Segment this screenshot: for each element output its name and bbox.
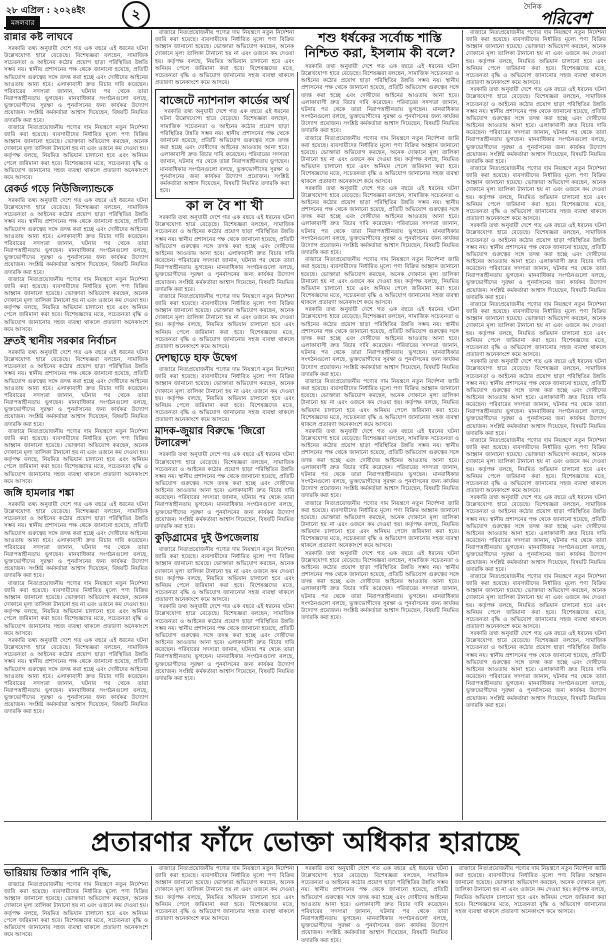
column-divider: [297, 866, 298, 940]
article-text: বাজারে নিত্যপ্রয়োজনীয় পণ্যের দাম নিয়ন্ত্রণে নতুন নির্দেশনা জারি করা হয়েছে। ব্যবসায়ীদের নির্ধারিত মূল্যে পণ্য বিক্রির আহ্বান জানানো হয়েছে। ভোক্তারা অভিযোগ করছেন, অনেক দোকানে মূল্য তালিকা টানানো হয় না এবং ওজনে কম দেওয়া হয়। কর্তৃপক্ষ বলছে, নিয়মিত অভিযান চালানো হবে এবং অনিয়ম পেলে জরিমানা করা হবে। বিশেষজ্ঞদের মতে, সচেতনতা বৃদ্ধি ও অভিযোগ জানানোর সহজ ব্যবস্থা থাকলে প্রতারণা অনেকাংশে কমে আসবে।: [466, 165, 606, 223]
masthead-rule: [4, 27, 606, 29]
article-text: সরকারি তথ্য অনুযায়ী দেশে গত এক বছরে এই ধরনের ঘটনা উল্লেখযোগ্য হারে বেড়েছে। বিশেষজ্ঞরা বলছেন, সামাজিক সচেতনতা ও আইনের কঠোর প্রয়োগ ছাড়া পরিস্থিতির উন্নতি সম্ভব নয়। স্থানীয় প্রশাসনের পক্ষ থেকে জানানো হয়েছে, প্রতিটি অভিযোগ গুরুত্বের সঙ্গে তদন্ত করা হচ্ছে এবং দোষীদের আইনের আওতায় আনা হবে। এলাকাবাসী দ্রুত বিচার দাবি করেছেন। পরিবারের সদস্যরা জানান, ঘটনার পর থেকে তারা নিরাপত্তাহীনতায় ভুগছেন। মানবাধিকার সংগঠনগুলো বলছে, ভুক্তভোগীদের সুরক্ষা ও পুনর্বাসনের জন্য কার্যকর উদ্যোগ প্রয়োজন। সংশ্লিষ্ট কর্মকর্তারা আশ্বাস দিয়েছেন, বিষয়টি নিয়মিত তদারকি করা হবে।: [160, 109, 289, 194]
article-text: সরকারি তথ্য অনুযায়ী দেশে গত এক বছরে এই ধরনের ঘটনা উল্লেখযোগ্য হারে বেড়েছে। বিশেষজ্ঞরা বলছেন, সামাজিক সচেতনতা ও আইনের কঠোর প্রয়োগ ছাড়া পরিস্থিতির উন্নতি সম্ভব নয়। স্থানীয় প্রশাসনের পক্ষ থেকে জানানো হয়েছে, প্রতিটি অভিযোগ গুরুত্বের সঙ্গে তদন্ত করা হচ্ছে এবং দোষীদের আইনের আওতায় আনা হবে। এলাকাবাসী দ্রুত বিচার দাবি করেছেন। পরিবারের সদস্যরা জানান, ঘটনার পর থেকে তারা নিরাপত্তাহীনতায় ভুগছেন। মানবাধিকার সংগঠনগুলো বলছে, ভুক্তভোগীদের সুরক্ষা ও পুনর্বাসনের জন্য কার্যকর উদ্যোগ প্রয়োজন। সংশ্লিষ্ট কর্মকর্তারা আশ্বাস দিয়েছেন, বিষয়টি নিয়মিত তদারকি করা হবে।: [4, 637, 148, 716]
article-text: বাজারে নিত্যপ্রয়োজনীয় পণ্যের দাম নিয়ন্ত্রণে নতুন নির্দেশনা জারি করা হয়েছে। ব্যবসায়ীদের নির্ধারিত মূল্যে পণ্য বিক্রির আহ্বান জানানো হয়েছে। ভোক্তারা অভিযোগ করছেন, অনেক দোকানে মূল্য তালিকা টানানো হয় না এবং ওজনে কম দেওয়া হয়। কর্তৃপক্ষ বলছে, নিয়মিত অভিযান চালানো হবে এবং অনিয়ম পেলে জরিমানা করা হবে। বিশেষজ্ঞদের মতে, সচেতনতা বৃদ্ধি ও অভিযোগ জানানোর সহজ ব্যবস্থা থাকলে প্রতারণা অনেকাংশে কমে আসবে।: [466, 30, 606, 87]
headline-left-1: রান্নার কষ্ট লাঘবে: [4, 32, 73, 43]
headline-left-2: রেকর্ড গড়ে নিউজিল্যান্ডকে: [4, 183, 114, 195]
article-text: সরকারি তথ্য অনুযায়ী দেশে গত এক বছরে এই ধরনের ঘটনা উল্লেখযোগ্য হারে বেড়েছে। বিশেষজ্ঞরা বলছেন, সামাজিক সচেতনতা ও আইনের কঠোর প্রয়োগ ছাড়া পরিস্থিতির উন্নতি সম্ভব নয়। স্থানীয় প্রশাসনের পক্ষ থেকে জানানো হয়েছে, প্রতিটি অভিযোগ গুরুত্বের সঙ্গে তদন্ত করা হচ্ছে এবং দোষীদের আইনের আওতায় আনা হবে। এলাকাবাসী দ্রুত বিচার দাবি করেছেন। পরিবারের সদস্যরা জানান, ঘটনার পর থেকে তারা নিরাপত্তাহীনতায় ভুগছেন। মানবাধিকার সংগঠনগুলো বলছে, ভুক্তভোগীদের সুরক্ষা ও পুনর্বাসনের জন্য কার্যকর উদ্যোগ প্রয়োজন। সংশ্লিষ্ট কর্মকর্তারা আশ্বাস দিয়েছেন, বিষয়টি নিয়মিত তদারকি করা হবে।: [4, 349, 148, 428]
article-text: সরকারি তথ্য অনুযায়ী দেশে গত এক বছরে এই ধরনের ঘটনা উল্লেখযোগ্য হারে বেড়েছে। বিশেষজ্ঞরা বলছেন, সামাজিক সচেতনতা ও আইনের কঠোর প্রয়োগ ছাড়া পরিস্থিতির উন্নতি সম্ভব নয়। স্থানীয় প্রশাসনের পক্ষ থেকে জানানো হয়েছে, প্রতিটি অভিযোগ গুরুত্বের সঙ্গে তদন্ত করা হচ্ছে এবং দোষীদের আইনের আওতায় আনা হবে। এলাকাবাসী দ্রুত বিচার দাবি করেছেন। পরিবারের সদস্যরা জানান, ঘটনার পর থেকে তারা নিরাপত্তাহীনতায় ভুগছেন। মানবাধিকার সংগঠনগুলো বলছে, ভুক্তভোগীদের সুরক্ষা ও পুনর্বাসনের জন্য কার্যকর উদ্যোগ প্রয়োজন। সংশ্লিষ্ট কর্মকর্তারা আশ্বাস দিয়েছেন, বিষয়টি নিয়মিত তদারকি করা হবে।: [4, 501, 148, 580]
article-text: বাজারে নিত্যপ্রয়োজনীয় পণ্যের দাম নিয়ন্ত্রণে নতুন নির্দেশনা জারি করা হয়েছে। ব্যবসায়ীদের নির্ধারিত মূল্যে পণ্য বিক্রির আহ্বান জানানো হয়েছে। ভোক্তারা অভিযোগ করছেন, অনেক দোকানে মূল্য তালিকা টানানো হয় না এবং ওজনে কম দেওয়া হয়। কর্তৃপক্ষ বলছে, নিয়মিত অভিযান চালানো হবে এবং অনিয়ম পেলে জরিমানা করা হবে। বিশেষজ্ঞদের মতে, সচেতনতা বৃদ্ধি ও অভিযোগ জানানোর সহজ ব্যবস্থা থাকলে প্রতারণা অনেকাংশে কমে আসবে।: [466, 573, 606, 630]
article-text: বাজারে নিত্যপ্রয়োজনীয় পণ্যের দাম নিয়ন্ত্রণে নতুন নির্দেশনা জারি করা হয়েছে। ব্যবসায়ীদের নির্ধারিত মূল্যে পণ্য বিক্রির আহ্বান জানানো হয়েছে। ভোক্তারা অভিযোগ করছেন, অনেক দোকানে মূল্য তালিকা টানানো হয় না এবং ওজনে কম দেওয়া হয়। কর্তৃপক্ষ বলছে, নিয়মিত অভিযান চালানো হবে এবং অনিয়ম পেলে জরিমানা করা হবে। বিশেষজ্ঞদের মতে, সচেতনতা বৃদ্ধি ও অভিযোগ জানানোর সহজ ব্যবস্থা থাকলে প্রতারণা অনেকাংশে কমে আসবে।: [4, 580, 148, 637]
article-text: সরকারি তথ্য অনুযায়ী দেশে গত এক বছরে এই ধরনের ঘটনা উল্লেখযোগ্য হারে বেড়েছে। বিশেষজ্ঞরা বলছেন, সামাজিক সচেতনতা ও আইনের কঠোর প্রয়োগ ছাড়া পরিস্থিতির উন্নতি সম্ভব নয়। স্থানীয় প্রশাসনের পক্ষ থেকে জানানো হয়েছে, প্রতিটি অভিযোগ গুরুত্বের সঙ্গে তদন্ত করা হচ্ছে এবং দোষীদের আইনের আওতায় আনা হবে। এলাকাবাসী দ্রুত বিচার দাবি করেছেন। পরিবারের সদস্যরা জানান, ঘটনার পর থেকে তারা নিরাপত্তাহীনতায় ভুগছেন। মানবাধিকার সংগঠনগুলো বলছে, ভুক্তভোগীদের সুরক্ষা ও পুনর্বাসনের জন্য কার্যকর উদ্যোগ প্রয়োজন। সংশ্লিষ্ট কর্মকর্তারা আশ্বাস দিয়েছেন, বিষয়টি নিয়মিত তদারকি করা হবে।: [301, 428, 459, 500]
article-text: বাজারে নিত্যপ্রয়োজনীয় পণ্যের দাম নিয়ন্ত্রণে নতুন নির্দেশনা জারি করা হয়েছে। ব্যবসায়ীদের নির্ধারিত মূল্যে পণ্য বিক্রির আহ্বান জানানো হয়েছে। ভোক্তারা অভিযোগ করছেন, অনেক দোকানে মূল্য তালিকা টানানো হয় না এবং ওজনে কম দেওয়া হয়। কর্তৃপক্ষ বলছে, নিয়মিত অভিযান চালানো হবে এবং অনিয়ম পেলে জরিমানা করা হবে। বিশেষজ্ঞদের মতে, সচেতনতা বৃদ্ধি ও অভিযোগ জানানোর সহজ ব্যবস্থা থাকলে প্রতারণা অনেকাংশে কমে আসবে।: [301, 500, 459, 550]
article-text: সরকারি তথ্য অনুযায়ী দেশে গত এক বছরে এই ধরনের ঘটনা উল্লেখযোগ্য হারে বেড়েছে। বিশেষজ্ঞরা বলছেন, সামাজিক সচেতনতা ও আইনের কঠোর প্রয়োগ ছাড়া পরিস্থিতির উন্নতি সম্ভব নয়। স্থানীয় প্রশাসনের পক্ষ থেকে জানানো হয়েছে, প্রতিটি অভিযোগ গুরুত্বের সঙ্গে তদন্ত করা হচ্ছে এবং দোষীদের আইনের আওতায় আনা হবে। এলাকাবাসী দ্রুত বিচার দাবি করেছেন। পরিবারের সদস্যরা জানান, ঘটনার পর থেকে তারা নিরাপত্তাহীনতায় ভুগছেন। মানবাধিকার সংগঠনগুলো বলছে, ভুক্তভোগীদের সুরক্ষা ও পুনর্বাসনের জন্য কার্যকর উদ্যোগ প্রয়োজন। সংশ্লিষ্ট কর্মকর্তারা আশ্বাস দিয়েছেন, বিষয়টি নিয়মিত তদারকি করা হবে।: [301, 866, 448, 944]
article-text: সরকারি তথ্য অনুযায়ী দেশে গত এক বছরে এই ধরনের ঘটনা উল্লেখযোগ্য হারে বেড়েছে। বিশেষজ্ঞরা বলছেন, সামাজিক সচেতনতা ও আইনের কঠোর প্রয়োগ ছাড়া পরিস্থিতির উন্নতি সম্ভব নয়। স্থানীয় প্রশাসনের পক্ষ থেকে জানানো হয়েছে, প্রতিটি অভিযোগ গুরুত্বের সঙ্গে তদন্ত করা হচ্ছে এবং দোষীদের আইনের আওতায় আনা হবে। এলাকাবাসী দ্রুত বিচার দাবি করেছেন। পরিবারের সদস্যরা জানান, ঘটনার পর থেকে তারা নিরাপত্তাহীনতায় ভুগছেন। মানবাধিকার সংগঠনগুলো বলছে, ভুক্তভোগীদের সুরক্ষা ও পুনর্বাসনের জন্য কার্যকর উদ্যোগ প্রয়োজন। সংশ্লিষ্ট কর্মকর্তারা আশ্বাস দিয়েছেন, বিষয়টি নিয়মিত তদারকি করা হবে।: [301, 185, 459, 257]
article-text: বাজারে নিত্যপ্রয়োজনীয় পণ্যের দাম নিয়ন্ত্রণে নতুন নির্দেশনা জারি করা হয়েছে। ব্যবসায়ীদের নির্ধারিত মূল্যে পণ্য বিক্রির আহ্বান জানানো হয়েছে। ভোক্তারা অভিযোগ করছেন, অনেক দোকানে মূল্য তালিকা টানানো হয় না এবং ওজনে কম দেওয়া হয়। কর্তৃপক্ষ বলছে, নিয়মিত অভিযান চালানো হবে এবং অনিয়ম পেলে জরিমানা করা হবে। বিশেষজ্ঞদের মতে, সচেতনতা বৃদ্ধি ও অভিযোগ জানানোর সহজ ব্যবস্থা থাকলে প্রতারণা অনেকাংশে কমে আসবে।: [4, 276, 148, 333]
headline-left-4: জঙ্গি হামলার শঙ্কা: [4, 487, 75, 499]
article-text: বাজারে নিত্যপ্রয়োজনীয় পণ্যের দাম নিয়ন্ত্রণে নতুন নির্দেশনা জারি করা হয়েছে। ব্যবসায়ীদের নির্ধারিত মূল্যে পণ্য বিক্রির আহ্বান জানানো হয়েছে। ভোক্তারা অভিযোগ করছেন, অনেক দোকানে মূল্য তালিকা টানানো হয় না এবং ওজনে কম দেওয়া হয়। কর্তৃপক্ষ বলছে, নিয়মিত অভিযান চালানো হবে এবং অনিয়ম পেলে জরিমানা করা হবে। বিশেষজ্ঞদের মতে, সচেতনতা বৃদ্ধি ও অভিযোগ জানানোর সহজ ব্যবস্থা থাকলে প্রতারণা অনেকাংশে কমে আসবে।: [455, 866, 606, 915]
column-divider: [151, 30, 152, 820]
article-text: বাজারে নিত্যপ্রয়োজনীয় পণ্যের দাম নিয়ন্ত্রণে নতুন নির্দেশনা জারি করা হয়েছে। ব্যবসায়ীদের নির্ধারিত মূল্যে পণ্য বিক্রির আহ্বান জানানো হয়েছে। ভোক্তারা অভিযোগ করছেন, অনেক দোকানে মূল্য তালিকা টানানো হয় না এবং ওজনে কম দেওয়া হয়। কর্তৃপক্ষ বলছে, নিয়মিত অভিযান চালানো হবে এবং অনিয়ম পেলে জরিমানা করা হবে। বিশেষজ্ঞদের মতে, সচেতনতা বৃদ্ধি ও অভিযোগ জানানোর সহজ ব্যবস্থা থাকলে প্রতারণা অনেকাংশে কমে আসবে।: [301, 378, 459, 428]
brand-tagline: দৈনিক: [524, 3, 542, 11]
main-headline-top: শশু ধর্ষকের সর্বোচ্চ শাস্তি নিশ্চিত করা, ইসলাম কী বলে?: [304, 30, 456, 60]
column-divider: [297, 72, 298, 820]
headline-middle-1: বাজেটে ন্যাশনাল কার্ডের অর্থ: [160, 94, 289, 108]
headline-left-5: ভারিয়ায় তিস্তার পানি বৃদ্ধি,: [4, 868, 112, 879]
article-text: সরকারি তথ্য অনুযায়ী দেশে গত এক বছরে এই ধরনের ঘটনা উল্লেখযোগ্য হারে বেড়েছে। বিশেষজ্ঞরা বলছেন, সামাজিক সচেতনতা ও আইনের কঠোর প্রয়োগ ছাড়া পরিস্থিতির উন্নতি সম্ভব নয়। স্থানীয় প্রশাসনের পক্ষ থেকে জানানো হয়েছে, প্রতিটি অভিযোগ গুরুত্বের সঙ্গে তদন্ত করা হচ্ছে এবং দোষীদের আইনের আওতায় আনা হবে। এলাকাবাসী দ্রুত বিচার দাবি করেছেন। পরিবারের সদস্যরা জানান, ঘটনার পর থেকে তারা নিরাপত্তাহীনতায় ভুগছেন। মানবাধিকার সংগঠনগুলো বলছে, ভুক্তভোগীদের সুরক্ষা ও পুনর্বাসনের জন্য কার্যকর উদ্যোগ প্রয়োজন। সংশ্লিষ্ট কর্মকর্তারা আশ্বাস দিয়েছেন, বিষয়টি নিয়মিত তদারকি করা হবে।: [466, 359, 606, 437]
column-divider: [462, 30, 463, 820]
headline-left-3: দ্রুতই স্থানীয় সরকার নির্বাচন: [4, 335, 117, 347]
article-text: বাজারে নিত্যপ্রয়োজনীয় পণ্যের দাম নিয়ন্ত্রণে নতুন নির্দেশনা জারি করা হয়েছে। ব্যবসায়ীদের নির্ধারিত মূল্যে পণ্য বিক্রির আহ্বান জানানো হয়েছে। ভোক্তারা অভিযোগ করছেন, অনেক দোকানে মূল্য তালিকা টানানো হয় না এবং ওজনে কম দেওয়া হয়। কর্তৃপক্ষ বলছে, নিয়মিত অভিযান চালানো হবে এবং অনিয়ম পেলে জরিমানা করা হবে। বিশেষজ্ঞদের মতে, সচেতনতা বৃদ্ধি ও অভিযোগ জানানোর সহজ ব্যবস্থা থাকলে প্রতারণা অনেকাংশে কমে আসবে।: [466, 437, 606, 494]
issue-date: ২৮ এপ্রিল : ২০২৪ইং: [6, 6, 86, 16]
headline-middle-2: কা ল বৈ শা খী: [186, 199, 263, 215]
bottom-column-2: [301, 866, 448, 944]
headline-middle-4: মাদক-জুয়ার বিরুদ্ধে 'জিরো টলারেন্স': [155, 426, 265, 450]
article-text: সরকারি তথ্য অনুযায়ী দেশে গত এক বছরে এই ধরনের ঘটনা উল্লেখযোগ্য হারে বেড়েছে। বিশেষজ্ঞরা বলছেন, সামাজিক সচেতনতা ও আইনের কঠোর প্রয়োগ ছাড়া পরিস্থিতির উন্নতি সম্ভব নয়। স্থানীয় প্রশাসনের পক্ষ থেকে জানানো হয়েছে, প্রতিটি অভিযোগ গুরুত্বের সঙ্গে তদন্ত করা হচ্ছে এবং দোষীদের আইনের আওতায় আনা হবে। এলাকাবাসী দ্রুত বিচার দাবি করেছেন। পরিবারের সদস্যরা জানান, ঘটনার পর থেকে তারা নিরাপত্তাহীনতায় ভুগছেন। মানবাধিকার সংগঠনগুলো বলছে, ভুক্তভোগীদের সুরক্ষা ও পুনর্বাসনের জন্য কার্যকর উদ্যোগ প্রয়োজন। সংশ্লিষ্ট কর্মকর্তারা আশ্বাস দিয়েছেন, বিষয়টি নিয়মিত তদারকি করা হবে।: [466, 631, 606, 709]
article-text: সরকারি তথ্য অনুযায়ী দেশে গত এক বছরে এই ধরনের ঘটনা উল্লেখযোগ্য হারে বেড়েছে। বিশেষজ্ঞরা বলছেন, সামাজিক সচেতনতা ও আইনের কঠোর প্রয়োগ ছাড়া পরিস্থিতির উন্নতি সম্ভব নয়। স্থানীয় প্রশাসনের পক্ষ থেকে জানানো হয়েছে, প্রতিটি অভিযোগ গুরুত্বের সঙ্গে তদন্ত করা হচ্ছে এবং দোষীদের আইনের আওতায় আনা হবে। এলাকাবাসী দ্রুত বিচার দাবি করেছেন। পরিবারের সদস্যরা জানান, ঘটনার পর থেকে তারা নিরাপত্তাহীনতায় ভুগছেন। মানবাধিকার সংগঠনগুলো বলছে, ভুক্তভোগীদের সুরক্ষা ও পুনর্বাসনের জন্য কার্যকর উদ্যোগ প্রয়োজন। সংশ্লিষ্ট কর্মকর্তারা আশ্বাস দিয়েছেন, বিষয়টি নিয়মিত তদারকি করা হবে।: [4, 197, 148, 276]
article-text: বাজারে নিত্যপ্রয়োজনীয় পণ্যের দাম নিয়ন্ত্রণে নতুন নির্দেশনা জারি করা হয়েছে। ব্যবসায়ীদের নির্ধারিত মূল্যে পণ্য বিক্রির আহ্বান জানানো হয়েছে। ভোক্তারা অভিযোগ করছেন, অনেক দোকানে মূল্য তালিকা টানানো হয় না এবং ওজনে কম দেওয়া হয়। কর্তৃপক্ষ বলছে, নিয়মিত অভিযান চালানো হবে এবং অনিয়ম পেলে জরিমানা করা হবে। বিশেষজ্ঞদের মতে, সচেতনতা বৃদ্ধি ও অভিযোগ জানানোর সহজ ব্যবস্থা থাকলে প্রতারণা অনেকাংশে কমে আসবে।: [155, 866, 294, 923]
bottom-column-1: [155, 866, 294, 940]
left-column-bottom: [4, 866, 148, 940]
article-text: বাজারে নিত্যপ্রয়োজনীয় পণ্যের দাম নিয়ন্ত্রণে নতুন নির্দেশনা জারি করা হয়েছে। ব্যবসায়ীদের নির্ধারিত মূল্যে পণ্য বিক্রির আহ্বান জানানো হয়েছে। ভোক্তারা অভিযোগ করছেন, অনেক দোকানে মূল্য তালিকা টানানো হয় না এবং ওজনে কম দেওয়া হয়। কর্তৃপক্ষ বলছে, নিয়মিত অভিযান চালানো হবে এবং অনিয়ম পেলে জরিমানা করা হবে। বিশেষজ্ঞদের মতে, সচেতনতা বৃদ্ধি ও অভিযোগ জানানোর সহজ ব্যবস্থা থাকলে প্রতারণা অনেকাংশে কমে আসবে।: [301, 135, 459, 185]
article-text: সরকারি তথ্য অনুযায়ী দেশে গত এক বছরে এই ধরনের ঘটনা উল্লেখযোগ্য হারে বেড়েছে। বিশেষজ্ঞরা বলছেন, সামাজিক সচেতনতা ও আইনের কঠোর প্রয়োগ ছাড়া পরিস্থিতির উন্নতি সম্ভব নয়। স্থানীয় প্রশাসনের পক্ষ থেকে জানানো হয়েছে, প্রতিটি অভিযোগ গুরুত্বের সঙ্গে তদন্ত করা হচ্ছে এবং দোষীদের আইনের আওতায় আনা হবে। এলাকাবাসী দ্রুত বিচার দাবি করেছেন। পরিবারের সদস্যরা জানান, ঘটনার পর থেকে তারা নিরাপত্তাহীনতায় ভুগছেন। মানবাধিকার সংগঠনগুলো বলছে, ভুক্তভোগীদের সুরক্ষা ও পুনর্বাসনের জন্য কার্যকর উদ্যোগ প্রয়োজন। সংশ্লিষ্ট কর্মকর্তারা আশ্বাস দিয়েছেন, বিষয়টি নিয়মিত তদারকি করা হবে।: [4, 46, 148, 124]
article-text: বাজারে নিত্যপ্রয়োজনীয় পণ্যের দাম নিয়ন্ত্রণে নতুন নির্দেশনা জারি করা হয়েছে। ব্যবসায়ীদের নির্ধারিত মূল্যে পণ্য বিক্রির আহ্বান জানানো হয়েছে। ভোক্তারা অভিযোগ করছেন, অনেক দোকানে মূল্য তালিকা টানানো হয় না এবং ওজনে কম দেওয়া হয়। কর্তৃপক্ষ বলছে, নিয়মিত অভিযান চালানো হবে এবং অনিয়ম পেলে জরিমানা করা হবে। বিশেষজ্ঞদের মতে, সচেতনতা বৃদ্ধি ও অভিযোগ জানানোর সহজ ব্যবস্থা থাকলে প্রতারণা অনেকাংশে কমে আসবে।: [4, 428, 148, 485]
middle-column: [155, 30, 294, 820]
article-text: সরকারি তথ্য অনুযায়ী দেশে গত এক বছরে এই ধরনের ঘটনা উল্লেখযোগ্য হারে বেড়েছে। বিশেষজ্ঞরা বলছেন, সামাজিক সচেতনতা ও আইনের কঠোর প্রয়োগ ছাড়া পরিস্থিতির উন্নতি সম্ভব নয়। স্থানীয় প্রশাসনের পক্ষ থেকে জানানো হয়েছে, প্রতিটি অভিযোগ গুরুত্বের সঙ্গে তদন্ত করা হচ্ছে এবং দোষীদের আইনের আওতায় আনা হবে। এলাকাবাসী দ্রুত বিচার দাবি করেছেন। পরিবারের সদস্যরা জানান, ঘটনার পর থেকে তারা নিরাপত্তাহীনতায় ভুগছেন। মানবাধিকার সংগঠনগুলো বলছে, ভুক্তভোগীদের সুরক্ষা ও পুনর্বাসনের জন্য কার্যকর উদ্যোগ প্রয়োজন। সংশ্লিষ্ট কর্মকর্তারা আশ্বাস দিয়েছেন, বিষয়টি নিয়মিত তদারকি করা হবে।: [301, 64, 459, 135]
boxed-article: [155, 89, 294, 199]
article-text: সরকারি তথ্য অনুযায়ী দেশে গত এক বছরে এই ধরনের ঘটনা উল্লেখযোগ্য হারে বেড়েছে। বিশেষজ্ঞরা বলছেন, সামাজিক সচেতনতা ও আইনের কঠোর প্রয়োগ ছাড়া পরিস্থিতির উন্নতি সম্ভব নয়। স্থানীয় প্রশাসনের পক্ষ থেকে জানানো হয়েছে, প্রতিটি অভিযোগ গুরুত্বের সঙ্গে তদন্ত করা হচ্ছে এবং দোষীদের আইনের আওতায় আনা হবে। এলাকাবাসী দ্রুত বিচার দাবি করেছেন। পরিবারের সদস্যরা জানান, ঘটনার পর থেকে তারা নিরাপত্তাহীনতায় ভুগছেন। মানবাধিকার সংগঠনগুলো বলছে, ভুক্তভোগীদের সুরক্ষা ও পুনর্বাসনের জন্য কার্যকর উদ্যোগ প্রয়োজন। সংশ্লিষ্ট কর্মকর্তারা আশ্বাস দিয়েছেন, বিষয়টি নিয়মিত তদারকি করা হবে।: [301, 550, 459, 622]
article-text: সরকারি তথ্য অনুযায়ী দেশে গত এক বছরে এই ধরনের ঘটনা উল্লেখযোগ্য হারে বেড়েছে। বিশেষজ্ঞরা বলছেন, সামাজিক সচেতনতা ও আইনের কঠোর প্রয়োগ ছাড়া পরিস্থিতির উন্নতি সম্ভব নয়। স্থানীয় প্রশাসনের পক্ষ থেকে জানানো হয়েছে, প্রতিটি অভিযোগ গুরুত্বের সঙ্গে তদন্ত করা হচ্ছে এবং দোষীদের আইনের আওতায় আনা হবে। এলাকাবাসী দ্রুত বিচার দাবি করেছেন। পরিবারের সদস্যরা জানান, ঘটনার পর থেকে তারা নিরাপত্তাহীনতায় ভুগছেন। মানবাধিকার সংগঠনগুলো বলছে, ভুক্তভোগীদের সুরক্ষা ও পুনর্বাসনের জন্য কার্যকর উদ্যোগ প্রয়োজন। সংশ্লিষ্ট কর্মকর্তারা আশ্বাস দিয়েছেন, বিষয়টি নিয়মিত তদারকি করা হবে।: [155, 215, 294, 293]
article-text: সরকারি তথ্য অনুযায়ী দেশে গত এক বছরে এই ধরনের ঘটনা উল্লেখযোগ্য হারে বেড়েছে। বিশেষজ্ঞরা বলছেন, সামাজিক সচেতনতা ও আইনের কঠোর প্রয়োগ ছাড়া পরিস্থিতির উন্নতি সম্ভব নয়। স্থানীয় প্রশাসনের পক্ষ থেকে জানানো হয়েছে, প্রতিটি অভিযোগ গুরুত্বের সঙ্গে তদন্ত করা হচ্ছে এবং দোষীদের আইনের আওতায় আনা হবে। এলাকাবাসী দ্রুত বিচার দাবি করেছেন। পরিবারের সদস্যরা জানান, ঘটনার পর থেকে তারা নিরাপত্তাহীনতায় ভুগছেন। মানবাধিকার সংগঠনগুলো বলছে, ভুক্তভোগীদের সুরক্ষা ও পুনর্বাসনের জন্য কার্যকর উদ্যোগ প্রয়োজন। সংশ্লিষ্ট কর্মকর্তারা আশ্বাস দিয়েছেন, বিষয়টি নিয়মিত তদারকি করা হবে।: [466, 495, 606, 573]
article-text: সরকারি তথ্য অনুযায়ী দেশে গত এক বছরে এই ধরনের ঘটনা উল্লেখযোগ্য হারে বেড়েছে। বিশেষজ্ঞরা বলছেন, সামাজিক সচেতনতা ও আইনের কঠোর প্রয়োগ ছাড়া পরিস্থিতির উন্নতি সম্ভব নয়। স্থানীয় প্রশাসনের পক্ষ থেকে জানানো হয়েছে, প্রতিটি অভিযোগ গুরুত্বের সঙ্গে তদন্ত করা হচ্ছে এবং দোষীদের আইনের আওতায় আনা হবে। এলাকাবাসী দ্রুত বিচার দাবি করেছেন। পরিবারের সদস্যরা জানান, ঘটনার পর থেকে তারা নিরাপত্তাহীনতায় ভুগছেন। মানবাধিকার সংগঠনগুলো বলছে, ভুক্তভোগীদের সুরক্ষা ও পুনর্বাসনের জন্য কার্যকর উদ্যোগ প্রয়োজন। সংশ্লিষ্ট কর্মকর্তারা আশ্বাস দিয়েছেন, বিষয়টি নিয়মিত তদারকি করা হবে।: [466, 87, 606, 165]
main-article-column-1: [301, 64, 459, 820]
bottom-column-3: [455, 866, 606, 940]
section-rule: [4, 864, 606, 865]
section-rule: [4, 821, 606, 822]
article-text: সরকারি তথ্য অনুযায়ী দেশে গত এক বছরে এই ধরনের ঘটনা উল্লেখযোগ্য হারে বেড়েছে। বিশেষজ্ঞরা বলছেন, সামাজিক সচেতনতা ও আইনের কঠোর প্রয়োগ ছাড়া পরিস্থিতির উন্নতি সম্ভব নয়। স্থানীয় প্রশাসনের পক্ষ থেকে জানানো হয়েছে, প্রতিটি অভিযোগ গুরুত্বের সঙ্গে তদন্ত করা হচ্ছে এবং দোষীদের আইনের আওতায় আনা হবে। এলাকাবাসী দ্রুত বিচার দাবি করেছেন। পরিবারের সদস্যরা জানান, ঘটনার পর থেকে তারা নিরাপত্তাহীনতায় ভুগছেন। মানবাধিকার সংগঠনগুলো বলছে, ভুক্তভোগীদের সুরক্ষা ও পুনর্বাসনের জন্য কার্যকর উদ্যোগ প্রয়োজন। সংশ্লিষ্ট কর্মকর্তারা আশ্বাস দিয়েছেন, বিষয়টি নিয়মিত তদারকি করা হবে।: [466, 223, 606, 301]
article-text: বাজারে নিত্যপ্রয়োজনীয় পণ্যের দাম নিয়ন্ত্রণে নতুন নির্দেশনা জারি করা হয়েছে। ব্যবসায়ীদের নির্ধারিত মূল্যে পণ্য বিক্রির আহ্বান জানানো হয়েছে। ভোক্তারা অভিযোগ করছেন, অনেক দোকানে মূল্য তালিকা টানানো হয় না এবং ওজনে কম দেওয়া হয়। কর্তৃপক্ষ বলছে, নিয়মিত অভিযান চালানো হবে এবং অনিয়ম পেলে জরিমানা করা হবে। বিশেষজ্ঞদের মতে, সচেতনতা বৃদ্ধি ও অভিযোগ জানানোর সহজ ব্যবস্থা থাকলে প্রতারণা অনেকাংশে কমে আসবে।: [155, 547, 294, 604]
article-text: বাজারে নিত্যপ্রয়োজনীয় পণ্যের দাম নিয়ন্ত্রণে নতুন নির্দেশনা জারি করা হয়েছে। ব্যবসায়ীদের নির্ধারিত মূল্যে পণ্য বিক্রির আহ্বান জানানো হয়েছে। ভোক্তারা অভিযোগ করছেন, অনেক দোকানে মূল্য তালিকা টানানো হয় না এবং ওজনে কম দেওয়া হয়। কর্তৃপক্ষ বলছে, নিয়মিত অভিযান চালানো হবে এবং অনিয়ম পেলে জরিমানা করা হবে। বিশেষজ্ঞদের মতে, সচেতনতা বৃদ্ধি ও অভিযোগ জানানোর সহজ ব্যবস্থা থাকলে প্রতারণা অনেকাংশে কমে আসবে।: [466, 301, 606, 359]
masthead: [0, 0, 610, 28]
article-text: বাজারে নিত্যপ্রয়োজনীয় পণ্যের দাম নিয়ন্ত্রণে নতুন নির্দেশনা জারি করা হয়েছে। ব্যবসায়ীদের নির্ধারিত মূল্যে পণ্য বিক্রির আহ্বান জানানো হয়েছে। ভোক্তারা অভিযোগ করছেন, অনেক দোকানে মূল্য তালিকা টানানো হয় না এবং ওজনে কম দেওয়া হয়। কর্তৃপক্ষ বলছে, নিয়মিত অভিযান চালানো হবে এবং অনিয়ম পেলে জরিমানা করা হবে। বিশেষজ্ঞদের মতে, সচেতনতা বৃদ্ধি ও অভিযোগ জানানোর সহজ ব্যবস্থা থাকলে প্রতারণা অনেকাংশে কমে আসবে।: [155, 30, 294, 87]
article-text: সরকারি তথ্য অনুযায়ী দেশে গত এক বছরে এই ধরনের ঘটনা উল্লেখযোগ্য হারে বেড়েছে। বিশেষজ্ঞরা বলছেন, সামাজিক সচেতনতা ও আইনের কঠোর প্রয়োগ ছাড়া পরিস্থিতির উন্নতি সম্ভব নয়। স্থানীয় প্রশাসনের পক্ষ থেকে জানানো হয়েছে, প্রতিটি অভিযোগ গুরুত্বের সঙ্গে তদন্ত করা হচ্ছে এবং দোষীদের আইনের আওতায় আনা হবে। এলাকাবাসী দ্রুত বিচার দাবি করেছেন। পরিবারের সদস্যরা জানান, ঘটনার পর থেকে তারা নিরাপত্তাহীনতায় ভুগছেন। মানবাধিকার সংগঠনগুলো বলছে, ভুক্তভোগীদের সুরক্ষা ও পুনর্বাসনের জন্য কার্যকর উদ্যোগ প্রয়োজন। সংশ্লিষ্ট কর্মকর্তারা আশ্বাস দিয়েছেন, বিষয়টি নিয়মিত তদারকি করা হবে।: [155, 604, 294, 682]
column-divider: [451, 866, 452, 940]
page-number: ২: [122, 1, 150, 29]
main-headline-bottom: প্রতারণার ফাঁদে ভোক্তা অধিকার হারাচ্ছে: [90, 828, 520, 858]
headline-middle-5: কুড়িগ্রামের দুই উপজেলায়: [155, 533, 259, 545]
article-text: বাজারে নিত্যপ্রয়োজনীয় পণ্যের দাম নিয়ন্ত্রণে নতুন নির্দেশনা জারি করা হয়েছে। ব্যবসায়ীদের নির্ধারিত মূল্যে পণ্য বিক্রির আহ্বান জানানো হয়েছে। ভোক্তারা অভিযোগ করছেন, অনেক দোকানে মূল্য তালিকা টানানো হয় না এবং ওজনে কম দেওয়া হয়। কর্তৃপক্ষ বলছে, নিয়মিত অভিযান চালানো হবে এবং অনিয়ম পেলে জরিমানা করা হবে। বিশেষজ্ঞদের মতে, সচেতনতা বৃদ্ধি ও অভিযোগ জানানোর সহজ ব্যবস্থা থাকলে প্রতারণা অনেকাংশে কমে আসবে।: [155, 367, 294, 424]
left-column: [4, 30, 148, 820]
brand-logo: পরিবেশ: [540, 9, 591, 29]
article-text: সরকারি তথ্য অনুযায়ী দেশে গত এক বছরে এই ধরনের ঘটনা উল্লেখযোগ্য হারে বেড়েছে। বিশেষজ্ঞরা বলছেন, সামাজিক সচেতনতা ও আইনের কঠোর প্রয়োগ ছাড়া পরিস্থিতির উন্নতি সম্ভব নয়। স্থানীয় প্রশাসনের পক্ষ থেকে জানানো হয়েছে, প্রতিটি অভিযোগ গুরুত্বের সঙ্গে তদন্ত করা হচ্ছে এবং দোষীদের আইনের আওতায় আনা হবে। এলাকাবাসী দ্রুত বিচার দাবি করেছেন। পরিবারের সদস্যরা জানান, ঘটনার পর থেকে তারা নিরাপত্তাহীনতায় ভুগছেন। মানবাধিকার সংগঠনগুলো বলছে, ভুক্তভোগীদের সুরক্ষা ও পুনর্বাসনের জন্য কার্যকর উদ্যোগ প্রয়োজন। সংশ্লিষ্ট কর্মকর্তারা আশ্বাস দিয়েছেন, বিষয়টি নিয়মিত তদারকি করা হবে।: [301, 307, 459, 378]
issue-day: মঙ্গলবার: [6, 16, 40, 30]
article-text: বাজারে নিত্যপ্রয়োজনীয় পণ্যের দাম নিয়ন্ত্রণে নতুন নির্দেশনা জারি করা হয়েছে। ব্যবসায়ীদের নির্ধারিত মূল্যে পণ্য বিক্রির আহ্বান জানানো হয়েছে। ভোক্তারা অভিযোগ করছেন, অনেক দোকানে মূল্য তালিকা টানানো হয় না এবং ওজনে কম দেওয়া হয়। কর্তৃপক্ষ বলছে, নিয়মিত অভিযান চালানো হবে এবং অনিয়ম পেলে জরিমানা করা হবে। বিশেষজ্ঞদের মতে, সচেতনতা বৃদ্ধি ও অভিযোগ জানানোর সহজ ব্যবস্থা থাকলে প্রতারণা অনেকাংশে কমে আসবে।: [155, 293, 294, 350]
article-text: সরকারি তথ্য অনুযায়ী দেশে গত এক বছরে এই ধরনের ঘটনা উল্লেখযোগ্য হারে বেড়েছে। বিশেষজ্ঞরা বলছেন, সামাজিক সচেতনতা ও আইনের কঠোর প্রয়োগ ছাড়া পরিস্থিতির উন্নতি সম্ভব নয়। স্থানীয় প্রশাসনের পক্ষ থেকে জানানো হয়েছে, প্রতিটি অভিযোগ গুরুত্বের সঙ্গে তদন্ত করা হচ্ছে এবং দোষীদের আইনের আওতায় আনা হবে। এলাকাবাসী দ্রুত বিচার দাবি করেছেন। পরিবারের সদস্যরা জানান, ঘটনার পর থেকে তারা নিরাপত্তাহীনতায় ভুগছেন। মানবাধিকার সংগঠনগুলো বলছে, ভুক্তভোগীদের সুরক্ষা ও পুনর্বাসনের জন্য কার্যকর উদ্যোগ প্রয়োজন। সংশ্লিষ্ট কর্মকর্তারা আশ্বাস দিয়েছেন, বিষয়টি নিয়মিত তদারকি করা হবে।: [155, 452, 294, 530]
headline-middle-3: দেশছাড়ে হাফ উদ্বেগ: [155, 353, 238, 365]
article-text: বাজারে নিত্যপ্রয়োজনীয় পণ্যের দাম নিয়ন্ত্রণে নতুন নির্দেশনা জারি করা হয়েছে। ব্যবসায়ীদের নির্ধারিত মূল্যে পণ্য বিক্রির আহ্বান জানানো হয়েছে। ভোক্তারা অভিযোগ করছেন, অনেক দোকানে মূল্য তালিকা টানানো হয় না এবং ওজনে কম দেওয়া হয়। কর্তৃপক্ষ বলছে, নিয়মিত অভিযান চালানো হবে এবং অনিয়ম পেলে জরিমানা করা হবে। বিশেষজ্ঞদের মতে, সচেতনতা বৃদ্ধি ও অভিযোগ জানানোর সহজ ব্যবস্থা থাকলে প্রতারণা অনেকাংশে কমে আসবে।: [4, 882, 148, 939]
right-column: [466, 30, 606, 820]
article-text: বাজারে নিত্যপ্রয়োজনীয় পণ্যের দাম নিয়ন্ত্রণে নতুন নির্দেশনা জারি করা হয়েছে। ব্যবসায়ীদের নির্ধারিত মূল্যে পণ্য বিক্রির আহ্বান জানানো হয়েছে। ভোক্তারা অভিযোগ করছেন, অনেক দোকানে মূল্য তালিকা টানানো হয় না এবং ওজনে কম দেওয়া হয়। কর্তৃপক্ষ বলছে, নিয়মিত অভিযান চালানো হবে এবং অনিয়ম পেলে জরিমানা করা হবে। বিশেষজ্ঞদের মতে, সচেতনতা বৃদ্ধি ও অভিযোগ জানানোর সহজ ব্যবস্থা থাকলে প্রতারণা অনেকাংশে কমে আসবে।: [4, 124, 148, 181]
column-divider: [151, 866, 152, 940]
article-text: বাজারে নিত্যপ্রয়োজনীয় পণ্যের দাম নিয়ন্ত্রণে নতুন নির্দেশনা জারি করা হয়েছে। ব্যবসায়ীদের নির্ধারিত মূল্যে পণ্য বিক্রির আহ্বান জানানো হয়েছে। ভোক্তারা অভিযোগ করছেন, অনেক দোকানে মূল্য তালিকা টানানো হয় না এবং ওজনে কম দেওয়া হয়। কর্তৃপক্ষ বলছে, নিয়মিত অভিযান চালানো হবে এবং অনিয়ম পেলে জরিমানা করা হবে। বিশেষজ্ঞদের মতে, সচেতনতা বৃদ্ধি ও অভিযোগ জানানোর সহজ ব্যবস্থা থাকলে প্রতারণা অনেকাংশে কমে আসবে।: [301, 257, 459, 307]
